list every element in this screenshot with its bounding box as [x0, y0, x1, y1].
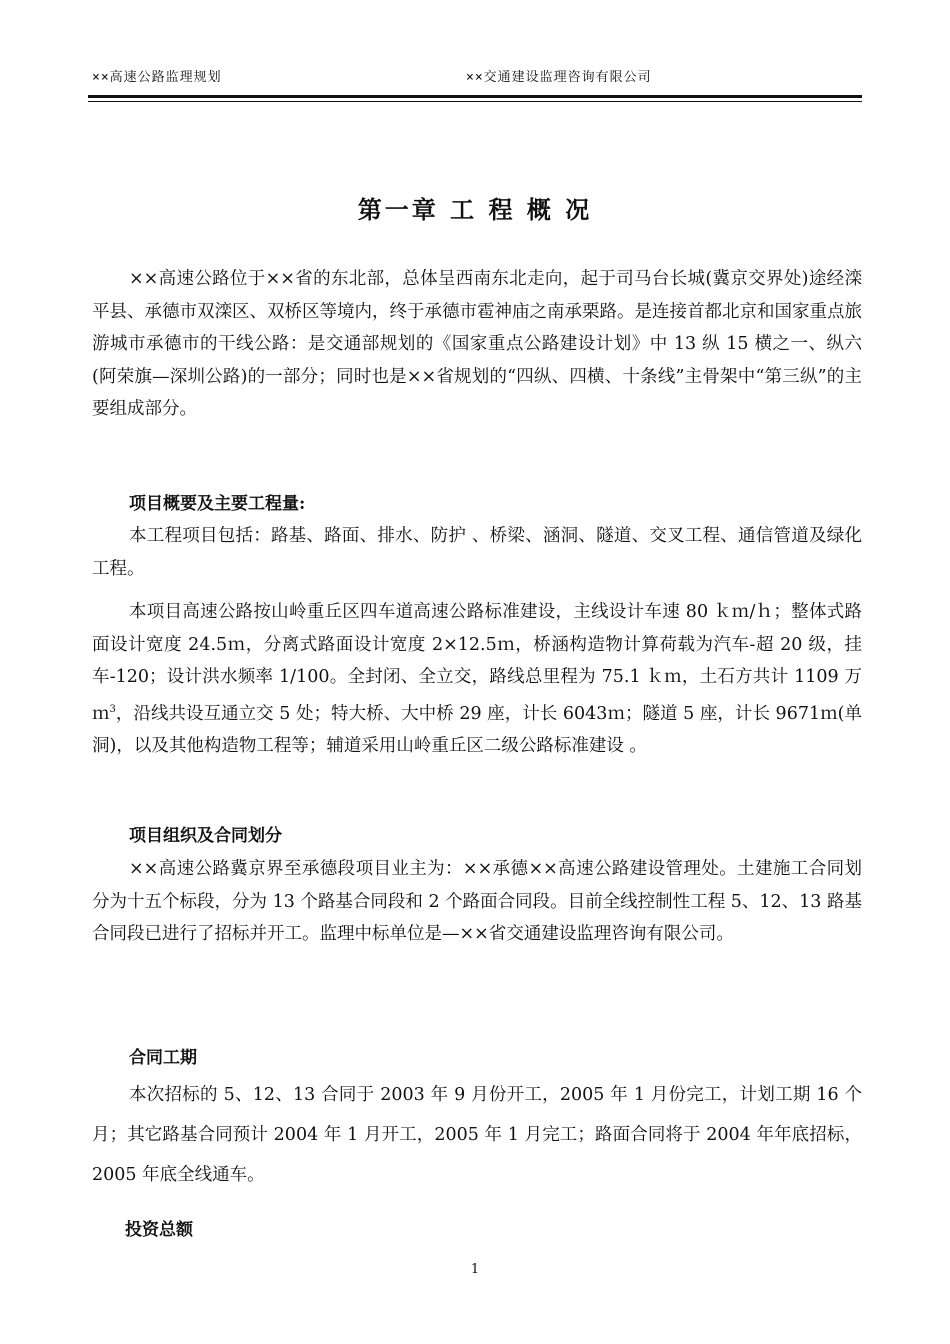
investment-heading: 投资总额	[125, 1220, 193, 1240]
overview-scope-paragraph: 本工程项目包括：路基、路面、排水、防护 、桥梁、涵洞、隧道、交叉工程、通信管道及绿化工程。	[92, 526, 862, 579]
schedule-heading: 合同工期	[129, 1048, 197, 1068]
intro-paragraph: ××高速公路位于××省的东北部，总体呈西南东北走向，起于司马台长城(冀京交界处)途经滦平县、承德市双滦区、双桥区等境内，终于承德市雹神庙之南承栗路。是连接首都北京和国家重点旅游城市承德市的干线公路：是交通部规划的《国家重点公路建设计划》中 13 纵 15 横之一、纵六(阿荣旗—深圳公路)的一部分；同时也是××省规划的“四纵、四横、十条线”主骨架中“第三纵”的主要组成部分。	[92, 269, 862, 419]
header-rule-thin	[88, 101, 862, 102]
overview-specs-text: 本项目高速公路按山岭重丘区四车道高速公路标准建设，主线设计车速 80 ｋｍ/ｈ；整体式路面设计宽度 24.5ｍ，分离式路面设计宽度 2×12.5ｍ，桥涵构造物计算荷载为汽车-超 20 级，挂车-120；设计洪水频率 1/100。全封闭、全立交，路线总里程为 75.1 ｋｍ，土石方共计 1109 万ｍ	[92, 602, 862, 724]
chapter-title: 第一章 工 程 概 况	[357, 195, 593, 224]
overview-heading: 项目概要及主要工程量:	[129, 494, 306, 514]
header-company-name: ××交通建设监理咨询有限公司	[466, 70, 652, 85]
header-rule-thick	[88, 95, 862, 98]
organization-heading: 项目组织及合同划分	[129, 826, 282, 846]
organization-paragraph: ××高速公路冀京界至承德段项目业主为：××承德××高速公路建设管理处。土建施工合同划分为十五个标段，分为 13 个路基合同段和 2 个路面合同段。目前全线控制性工程 5、12、13 路基合同段已进行了招标并开工。监理中标单位是—××省交通建设监理咨询有限公司。	[92, 859, 862, 944]
header-document-title: ××高速公路监理规划	[92, 70, 222, 85]
overview-specs-paragraph	[92, 596, 862, 762]
page-number: 1	[470, 1262, 480, 1277]
schedule-paragraph: 本次招标的 5、12、13 合同于 2003 年 9 月份开工，2005 年 1 月份完工，计划工期 16 个月；其它路基合同预计 2004 年 1 月开工，2005 年 1 月完工；路面合同将于 2004 年年底招标，2005 年底全线通车。	[92, 1085, 862, 1185]
overview-specs-text-cont: ，沿线共设互通立交 5 处；特大桥、大中桥 29 座，计长 6043ｍ；隧道 5 座，计长 9671ｍ(单洞)，以及其他构造物工程等；辅道采用山岭重丘区二级公路标准建设 。	[92, 703, 863, 756]
superscript-3: 3	[109, 703, 116, 715]
